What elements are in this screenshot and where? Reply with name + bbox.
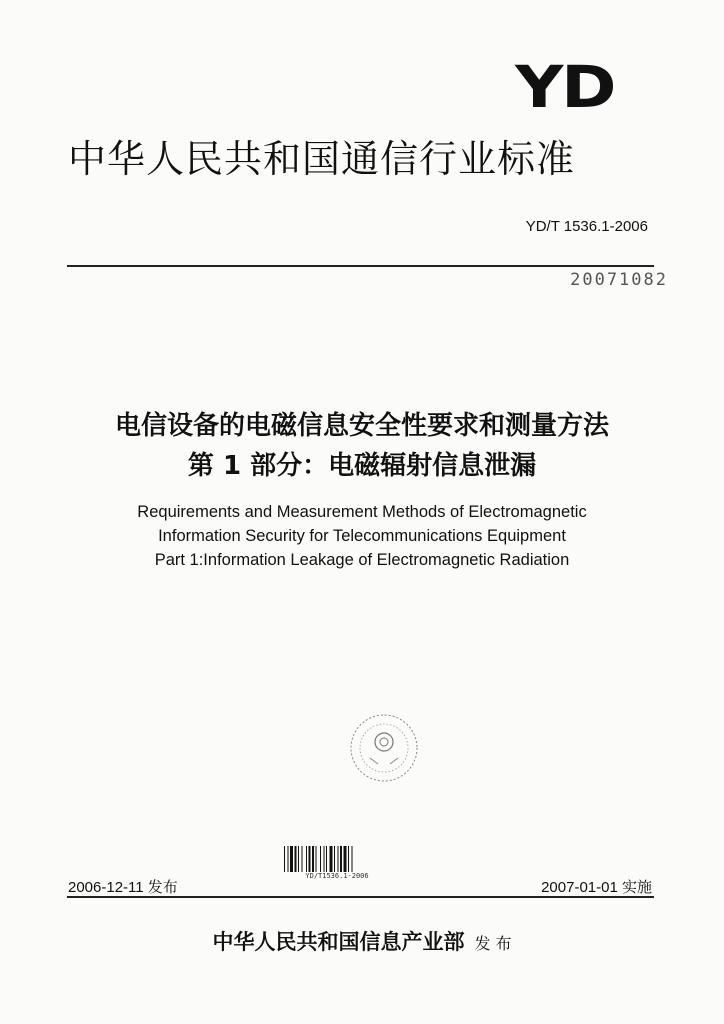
title-en-line1: Requirements and Measurement Methods of Electromagnetic xyxy=(137,503,587,521)
library-seal-icon xyxy=(348,712,420,784)
title-en-line2: Information Security for Telecommunications Equipment xyxy=(158,527,566,545)
publisher-line xyxy=(0,926,724,956)
publisher-name: 中华人民共和国信息产业部 xyxy=(212,929,465,954)
barcode-label: YD/T1536.1-2006 xyxy=(305,872,369,880)
standard-number: YD/T 1536.1-2006 xyxy=(525,218,648,235)
implement-date: 2007-01-01 实施 xyxy=(541,879,652,896)
top-divider xyxy=(67,265,654,267)
yd-logo: YD xyxy=(514,53,614,121)
title-cn-line2: 第 1 部分：电磁辐射信息泄漏 xyxy=(187,451,537,481)
title-en-line3: Part 1:Information Leakage of Electromagnetic Radiation xyxy=(154,551,570,569)
publisher-suffix: 发 布 xyxy=(474,934,512,953)
org-title: 中华人民共和国通信行业标准 xyxy=(68,137,576,181)
barcode-icon xyxy=(283,846,391,872)
stamp-number: 20071082 xyxy=(570,270,668,290)
bottom-divider xyxy=(67,896,654,898)
title-cn-line1: 电信设备的电磁信息安全性要求和测量方法 xyxy=(114,411,609,441)
issue-date: 2006-12-11 发布 xyxy=(68,879,178,896)
